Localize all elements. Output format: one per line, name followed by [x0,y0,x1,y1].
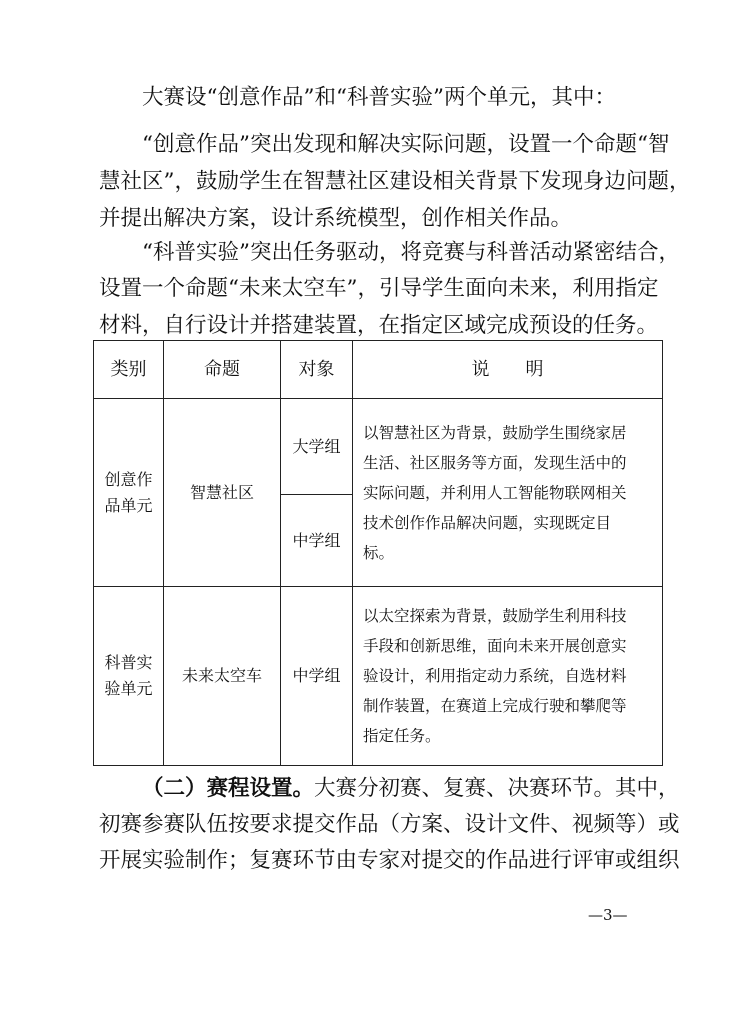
header-category: 类别 [94,341,164,399]
section2-line-2: 初赛参赛队伍按要求提交作品（方案、设计文件、视频等）或 [99,812,680,837]
paragraph-science-line-3: 材料，自行设计并搭建装置，在指定区域完成预设的任务。 [99,313,659,338]
header-target: 对象 [281,341,353,399]
paragraph-creative-line-1: “创意作品”突出发现和解决实际问题，设置一个命题“智 [142,132,670,157]
header-description: 说 明 [353,341,663,399]
category-science-line-1: 科普实 [104,653,153,672]
desc-creative-line-3: 实际问题，并利用人工智能物联网相关 [363,483,627,502]
section2-line-1-text: 大赛分初赛、复赛、决赛环节。其中， [314,776,680,801]
competition-units-table [93,340,663,766]
category-creative-line-2: 品单元 [104,495,153,515]
desc-science-line-4: 制作装置，在赛道上完成行驶和攀爬等 [363,697,627,715]
table-row-science [94,587,663,766]
cell-description-science [353,587,663,766]
cell-category-science [94,587,164,766]
section2-line-3: 开展实验制作；复赛环节由专家对提交的作品进行评审或组织 [99,848,680,873]
cell-target-university: 大学组 [281,399,353,495]
cell-category-creative [94,399,164,587]
desc-creative-line-5: 标。 [363,543,395,562]
cell-description-creative [353,399,663,587]
desc-science-line-1: 以太空探索为背景，鼓励学生利用科技 [363,607,627,625]
desc-science-line-2: 手段和创新思维，面向未来开展创意实 [363,637,627,655]
category-creative-line-1: 创意作 [104,469,153,489]
table-header-row [94,341,663,399]
desc-creative-line-1: 以智慧社区为背景，鼓励学生围绕家居 [363,423,627,442]
desc-science-line-3: 验设计，利用指定动力系统，自选材料 [363,667,627,685]
cell-topic-creative: 智慧社区 [164,399,281,587]
section2-line-1 [142,770,680,807]
cell-target-middle-school: 中学组 [281,495,353,587]
cell-topic-science: 未来太空车 [164,587,281,766]
section2-heading: （二）赛程设置。 [142,776,315,801]
desc-science-line-5: 指定任务。 [363,727,441,745]
page-number: —3— [588,906,628,924]
cell-target-science: 中学组 [281,587,353,766]
desc-creative-line-4: 技术创作作品解决问题，实现既定目 [363,513,612,532]
header-topic: 命题 [164,341,281,399]
table-row-creative-a [94,399,663,495]
desc-creative-line-2: 生活、社区服务等方面，发现生活中的 [363,453,627,472]
paragraph-science-line-2: 设置一个命题“未来太空车”，引导学生面向未来，利用指定 [99,276,659,301]
paragraph-creative-line-2: 慧社区”，鼓励学生在智慧社区建设相关背景下发现身边问题， [99,169,691,194]
paragraph-science-line-1: “科普实验”突出任务驱动，将竞赛与科普活动紧密结合， [142,240,680,265]
paragraph-creative-line-3: 并提出解决方案，设计系统模型，创作相关作品。 [99,206,573,231]
paragraph-intro: 大赛设“创意作品”和“科普实验”两个单元，其中： [142,85,616,110]
category-science-line-2: 验单元 [104,679,153,698]
